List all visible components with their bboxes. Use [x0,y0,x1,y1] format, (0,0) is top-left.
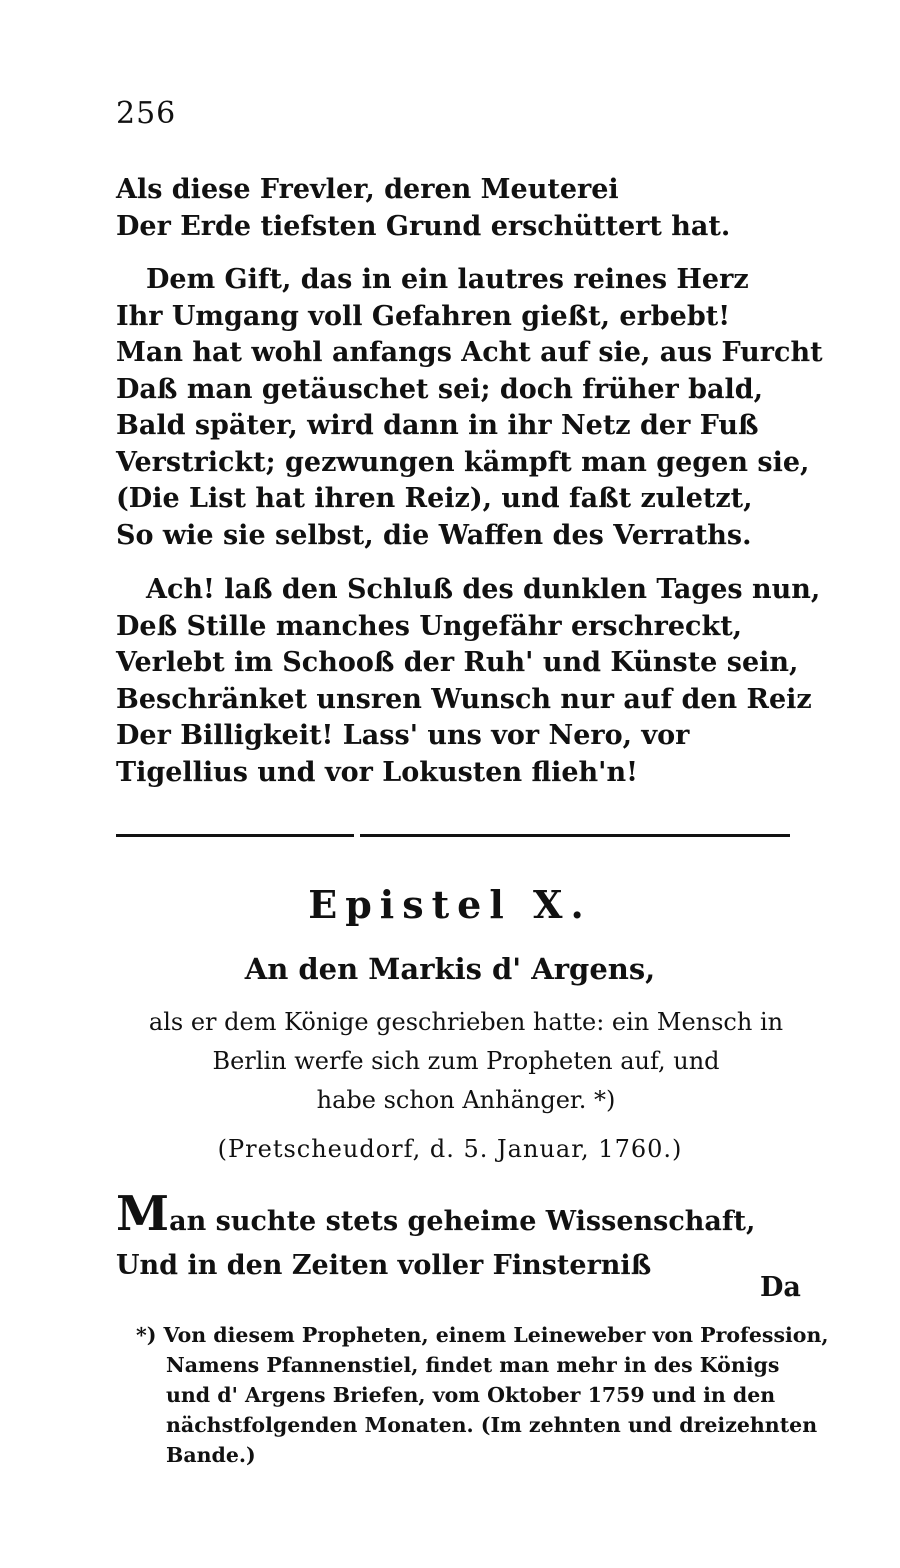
verse-line: Bald später, wird dann in ihr Netz der Fuß [116,410,759,441]
footnote-line: und d' Argens Briefen, vom Oktober 1759 und in den [166,1383,776,1407]
occasion-line: als er dem Könige geschrieben hatte: ein Mensch in [148,1008,784,1036]
verse-line-rest: an suchte stets geheime Wissenschaft, [169,1206,756,1237]
footnote-line: Namens Pfannenstiel, findet man mehr in des Königs [166,1353,780,1377]
verse-line: So wie sie selbst, die Waffen des Verraths. [116,519,752,551]
verse-line: Dem Gift, das in ein lautres reines Herz [146,264,749,295]
verse-line: Verlebt im Schooß der Ruh' und Künste sein, [116,647,799,678]
epistle-subtitle: An den Markis d' Argens, [244,952,656,986]
footnote-line: *) Von diesem Propheten, einem Leineweber von Profession, [136,1323,829,1347]
epistle-body [116,1186,756,1288]
verse-line: Der Billigkeit! Lass' uns vor Nero, vor [116,720,690,751]
verse-line: Tigellius und vor Lokusten flieh'n! [116,756,638,788]
verse-line: Als diese Frevler, deren Meuterei [116,174,619,205]
occasion-line: Berlin werfe sich zum Propheten auf, und [212,1047,720,1075]
verse-line: Ihr Umgang voll Gefahren gießt, erbebt! [116,300,731,332]
drop-cap: M [116,1186,170,1242]
footnote-line: nächstfolgenden Monaten. (Im zehnten und dreizehnten [166,1413,818,1437]
verse-line: Deß Stille manches Ungefähr erschreckt, [116,610,743,642]
verse-line: Man hat wohl anfangs Acht auf sie, aus Furcht [116,337,823,368]
verse-line [116,1186,756,1244]
footnote [136,1320,829,1470]
occasion-line: habe schon Anhänger. *) [316,1086,616,1114]
epistle-title: Epistel X. [308,882,592,927]
footnote-line: Bande.) [166,1443,256,1467]
verse-line: Daß man getäuschet sei; doch früher bald, [116,373,764,405]
stanza-closing [116,572,821,791]
page-number: 256 [116,96,177,131]
section-divider-left [116,834,354,837]
verse-line: Verstrickt; gezwungen kämpft man gegen sie, [116,446,810,478]
section-divider-right [360,834,790,837]
place-date: (Pretscheudorf, d. 5. Januar, 1760.) [217,1135,683,1163]
verse-line: Und in den Zeiten voller Finsterniß [116,1250,652,1281]
stanza-continuation [116,172,796,245]
verse-line: Beschränket unsren Wunsch nur auf den Reiz [116,683,812,715]
verse-line: Ach! laß den Schluß des dunklen Tages nun, [146,574,821,605]
verse-line: Der Erde tiefsten Grund erschüttert hat. [116,210,731,242]
verse-line: (Die List hat ihren Reiz), und faßt zuletzt, [116,483,753,514]
stanza-poison [116,262,823,554]
epistle-occasion [116,1003,816,1120]
catchword: Da [760,1272,801,1303]
